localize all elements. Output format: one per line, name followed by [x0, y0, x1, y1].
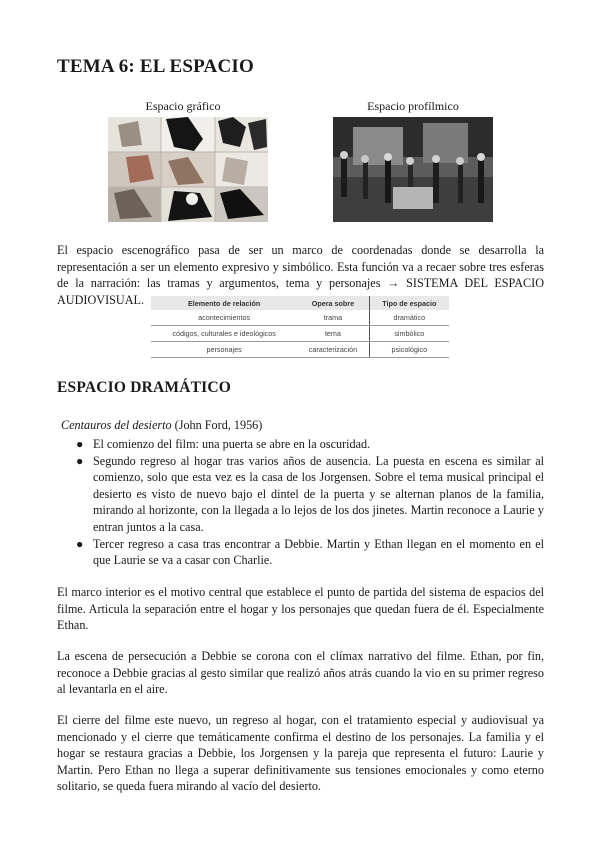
- list-item: [57, 536, 544, 569]
- bullet-icon: ●: [76, 453, 84, 468]
- section-heading: ESPACIO DRAMÁTICO: [57, 379, 232, 396]
- bullet-icon: ●: [76, 437, 84, 451]
- table-cell: códigos, culturales e ideológicos: [151, 326, 297, 342]
- table-header: Elemento de relación: [151, 296, 297, 310]
- list-item: [57, 436, 544, 453]
- espacio-grafico-image: [108, 117, 268, 222]
- table-cell: psicológico: [369, 342, 449, 358]
- figure-caption-profilmico: Espacio profílmico: [367, 99, 459, 113]
- page-title: TEMA 6: EL ESPACIO: [57, 56, 254, 77]
- bullet-list: [57, 436, 544, 569]
- table-cell: dramático: [369, 310, 449, 326]
- list-item-text: El comienzo del film: una puerta se abre en la oscuridad.: [93, 437, 371, 451]
- table-cell: caracterización: [297, 342, 369, 358]
- table-row: [151, 326, 449, 342]
- body-paragraph: El cierre del filme este nuevo, un regreso al hogar, con el tratamiento especial y audiovisual ya mencionado y el cierre que temáticamente confirma el destino de los personajes. La familia y el hogar se restaura gracias a Debbie, los Jorgensen y la pareja que representa el futuro: Laurie y Martin. Pero Ethan no llega a superar definitivamente sus tensiones emocionales y como eterno solitario, se queda fuera mirando al vacío del desierto.: [57, 713, 544, 794]
- table-row: [151, 342, 449, 358]
- list-item: [57, 453, 544, 536]
- table-header-row: [151, 296, 449, 310]
- espacio-profilmico-image: [333, 117, 493, 222]
- table-cell: acontecimientos: [151, 310, 297, 326]
- table-header: Tipo de espacio: [369, 296, 449, 310]
- list-item-text: Segundo regreso al hogar tras varios años de ausencia. La puesta en escena es similar al comienzo, solo que esta vez es la casa de los Jorgensen. Sobre el tema musical principal el desierto es visto de nuevo bajo el dintel de la puerta y se alternan planos de la familia, mirando al horizonte, con la llegada a lo lejos de los dos jinetes. Martin reconoce a Laurie y entran juntos a la casa.: [93, 453, 544, 534]
- table-header: Opera sobre: [297, 296, 369, 310]
- table-cell: simbólico: [369, 326, 449, 342]
- collage-illustration: [108, 117, 268, 222]
- film-set-photo: [333, 117, 493, 222]
- film-credit: (John Ford, 1956): [171, 418, 263, 432]
- film-reference: [61, 418, 262, 433]
- bullet-icon: ●: [76, 536, 84, 551]
- body-paragraph: La escena de persecución a Debbie se corona con el clímax narrativo del filme. Ethan, por fin, reconoce a Debbie gracias al gesto similar que realizó años atrás cuando la vio en su primer regreso al levantarla en el aire.: [57, 649, 544, 697]
- table-row: [151, 310, 449, 326]
- table-cell: personajes: [151, 342, 297, 358]
- list-item-text: Tercer regreso a casa tras encontrar a Debbie. Martin y Ethan llegan en el momento en el que Laurie se va a casar con Charlie.: [93, 536, 544, 568]
- table-cell: trama: [297, 310, 369, 326]
- intro-paragraph: El espacio escenográfico pasa de ser un marco de coordenadas donde se desarrolla la representación a ser un elemento expresivo y simbólico. Esta función va a recaer sobre tres esferas de la narración: las tramas y argumentos, tema y personajes → SISTEMA DEL ESPACIO AUDIOVISUAL.: [57, 243, 544, 307]
- table-cell: tema: [297, 326, 369, 342]
- body-paragraph: El marco interior es el motivo central que establece el punto de partida del sistema de espacios del filme. Articula la separación entre el hogar y los personajes que quedan fuera de él. Especialmente Ethan.: [57, 585, 544, 633]
- film-title: Centauros del desierto: [61, 418, 172, 432]
- figure-caption-grafico: Espacio gráfico: [145, 99, 221, 113]
- relation-table: [151, 296, 449, 358]
